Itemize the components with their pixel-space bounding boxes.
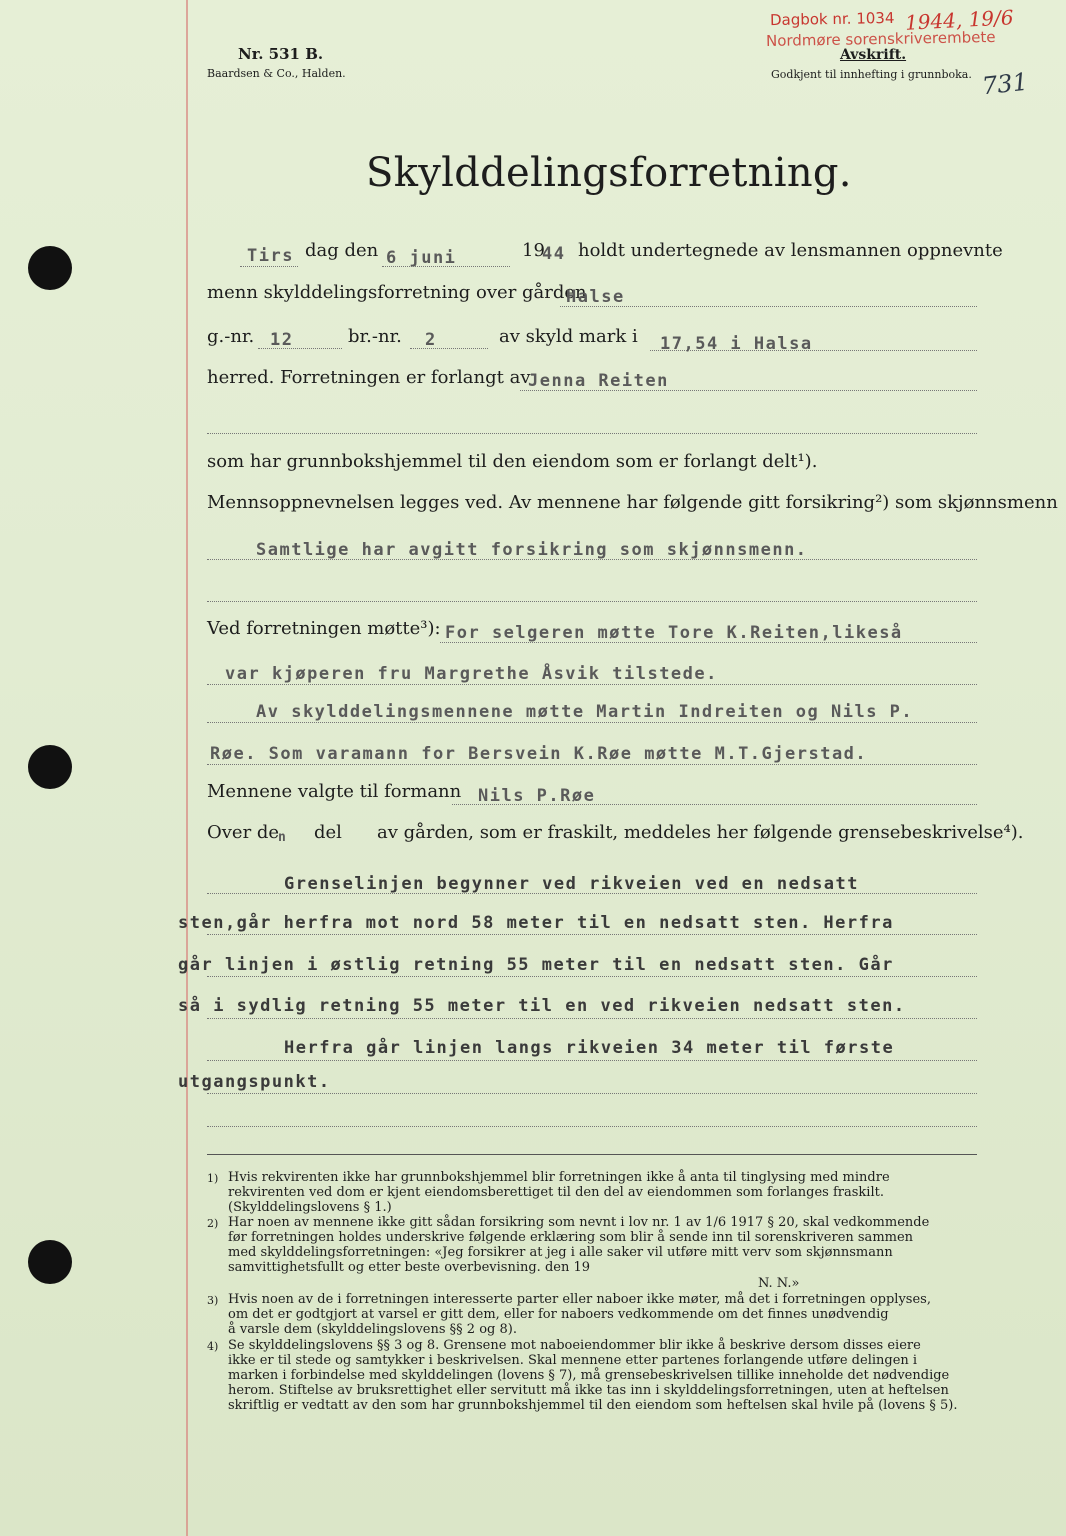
- stamp-diary-number: Dagbok nr. 1034: [769, 8, 895, 30]
- attendance-typed-line: Røe. Som varamann for Bersvein K.Røe møtte M.T.Gjerstad.: [210, 744, 868, 764]
- punch-hole: [28, 745, 72, 789]
- footnote-line: om det er godtgjort at varsel er gitt dem, eller for naboers vedkommende om det finnes unødvendig: [228, 1307, 889, 1322]
- line7-text: Mennsoppnevnelsen legges ved. Av mennene har følgende gitt forsikring²) som skjønnsmenn: [207, 492, 1058, 513]
- footnote-number: 3): [207, 1294, 219, 1307]
- fill-line: [207, 1093, 977, 1094]
- date-typed: 6 juni: [386, 248, 457, 268]
- insurance-typed: Samtlige har avgitt forsikring som skjønnsmenn.: [256, 540, 808, 560]
- farm-typed: Halse: [566, 287, 625, 307]
- skyld-typed: 17,54 i Halsa: [660, 334, 813, 354]
- footnote-line: skriftlig er vedtatt av den som har grunnbokshjemmel til den eiendom som heftelsen skal hvile på (lovens § 5).: [228, 1398, 958, 1413]
- fill-line: [520, 390, 977, 391]
- footnote-line: å varsle dem (skylddelingslovens §§ 2 og 8).: [228, 1322, 517, 1337]
- footnote-number: 1): [207, 1172, 219, 1185]
- year-prefix: 19: [522, 240, 545, 261]
- attendance-typed-line: Av skylddelingsmennene møtte Martin Indreiten og Nils P.: [256, 702, 914, 722]
- fill-line: [410, 348, 488, 349]
- footnote-line: marken i forbindelse med skylddelingen (lovens § 7), må grensebeskrivelsen tillike inneholde det nødvendige: [228, 1368, 950, 1383]
- boundary-typed-line: går linjen i østlig retning 55 meter til en nedsatt sten. Går: [178, 955, 894, 975]
- year-typed: 44: [542, 244, 566, 264]
- fill-line: [440, 642, 977, 643]
- gnr-label: g.-nr.: [207, 326, 255, 347]
- form-number: Nr. 531 B.: [238, 45, 324, 63]
- footnote-line: Hvis rekvirenten ikke har grunnbokshjemmel blir forretningen ikke å anta til tinglysing med mindre: [228, 1170, 890, 1185]
- punch-hole: [28, 1240, 72, 1284]
- page-number: 731: [980, 67, 1030, 101]
- footnote-line: samvittighetsfullt og etter beste overbevisning. den 19: [228, 1260, 591, 1275]
- fill-line: [258, 348, 342, 349]
- skyld-label: av skyld mark i: [499, 326, 638, 347]
- document-title: Skylddelingsforretning.: [366, 150, 852, 196]
- footnote-signature: N. N.»: [758, 1276, 800, 1291]
- weekday-typed: Tirs: [247, 246, 294, 266]
- fill-line: [207, 684, 977, 685]
- fill-line: [207, 722, 977, 723]
- footnote-line: (Skylddelingslovens § 1.): [228, 1200, 392, 1215]
- boundary-typed-line: sten,går herfra mot nord 58 meter til en nedsatt sten. Herfra: [178, 913, 894, 933]
- line6-text: som har grunnbokshjemmel til den eiendom som er forlangt delt¹).: [207, 451, 818, 472]
- boundary-typed-line: så i sydlig retning 55 meter til en ved rikveien nedsatt sten.: [178, 996, 906, 1016]
- fill-line: [650, 350, 977, 351]
- fill-line: [207, 976, 977, 977]
- del-label: del: [314, 822, 342, 843]
- avskrift-label: Avskrift.: [840, 47, 907, 63]
- fill-line: [382, 266, 510, 267]
- fill-line: [240, 266, 298, 267]
- printer-name: Baardsen & Co., Halden.: [207, 67, 346, 80]
- footnote-line: før forretningen holdes underskrive følgende erklæring som blir å sende inn til sorenskriveren sammen: [228, 1230, 914, 1245]
- boundary-intro: av gården, som er fraskilt, meddeles her følgende grensebeskrivelse⁴).: [377, 822, 1024, 843]
- stamp-year: 1944, 19/6: [904, 5, 1015, 35]
- fill-line: [207, 1060, 977, 1061]
- fill-line: [207, 601, 977, 602]
- footnote-number: 4): [207, 1340, 219, 1353]
- footnote-number: 2): [207, 1217, 219, 1230]
- formann-typed: Nils P.Røe: [478, 786, 596, 806]
- gnr-typed: 12: [270, 330, 294, 350]
- footnote-line: Se skylddelingslovens §§ 3 og 8. Grensene mot naboeiendommer blir ikke å beskrive dersom disses eiere: [228, 1338, 921, 1353]
- fill-line: [560, 306, 977, 307]
- fill-line: [207, 1126, 977, 1127]
- line4-text: herred. Forretningen er forlangt av: [207, 367, 531, 388]
- over-label: Over de: [207, 822, 280, 843]
- footnote-rule: [207, 1154, 977, 1155]
- bnr-typed: 2: [425, 330, 437, 350]
- footnote-line: Hvis noen av de i forretningen interesserte parter eller naboer ikke møter, må det i forretningen opplyses,: [228, 1292, 931, 1307]
- approval-note: Godkjent til innhefting i grunnboka.: [771, 68, 972, 81]
- line2-text: menn skylddelingsforretning over gården: [207, 282, 587, 303]
- attendance-typed-line: For selgeren møtte Tore K.Reiten,likeså: [445, 623, 903, 643]
- attendance-label: Ved forretningen møtte³):: [207, 618, 441, 639]
- fill-line: [207, 433, 977, 434]
- dag-label: dag den: [305, 240, 379, 261]
- fill-line: [207, 559, 977, 560]
- stamp-office: Nordmøre sorenskriverembete: [765, 27, 996, 51]
- margin-line: [186, 0, 188, 1536]
- over-typed: n: [278, 830, 288, 845]
- requester-typed: Jenna Reiten: [528, 371, 669, 391]
- punch-hole: [28, 246, 72, 290]
- fill-line: [207, 934, 977, 935]
- fill-line: [207, 893, 977, 894]
- bnr-label: br.-nr.: [348, 326, 402, 347]
- fill-line: [452, 804, 977, 805]
- fill-line: [207, 764, 977, 765]
- footnote-line: Har noen av mennene ikke gitt sådan forsikring som nevnt i lov nr. 1 av 1/6 1917 § 20, skal vedkommende: [228, 1215, 930, 1230]
- boundary-typed-line: Grenselinjen begynner ved rikveien ved en nedsatt: [284, 874, 860, 894]
- footnote-line: rekvirenten ved dom er kjent eiendomsberettiget til den del av eiendommen som forlanges fraskilt.: [228, 1185, 884, 1200]
- footnote-line: med skylddelingsforretningen: «Jeg forsikrer at jeg i alle saker vil utføre mitt verv som skjønnsmann: [228, 1245, 893, 1260]
- attendance-typed-line: var kjøperen fru Margrethe Åsvik tilstede.: [225, 664, 718, 684]
- boundary-typed-line: Herfra går linjen langs rikveien 34 meter til første: [284, 1038, 895, 1058]
- fill-line: [207, 1018, 977, 1019]
- boundary-typed-line: utgangspunkt.: [178, 1072, 331, 1092]
- footnote-line: herom. Stiftelse av bruksrettighet eller servitutt må ikke tas inn i skylddelingsforretningen, uten at heftelsen: [228, 1383, 949, 1398]
- formann-label: Mennene valgte til formann: [207, 781, 462, 802]
- line1-text: holdt undertegnede av lensmannen oppnevnte: [578, 240, 1003, 261]
- footnote-line: ikke er til stede og samtykker i beskrivelsen. Skal mennene etter partenes forlangende utføre delingen i: [228, 1353, 918, 1368]
